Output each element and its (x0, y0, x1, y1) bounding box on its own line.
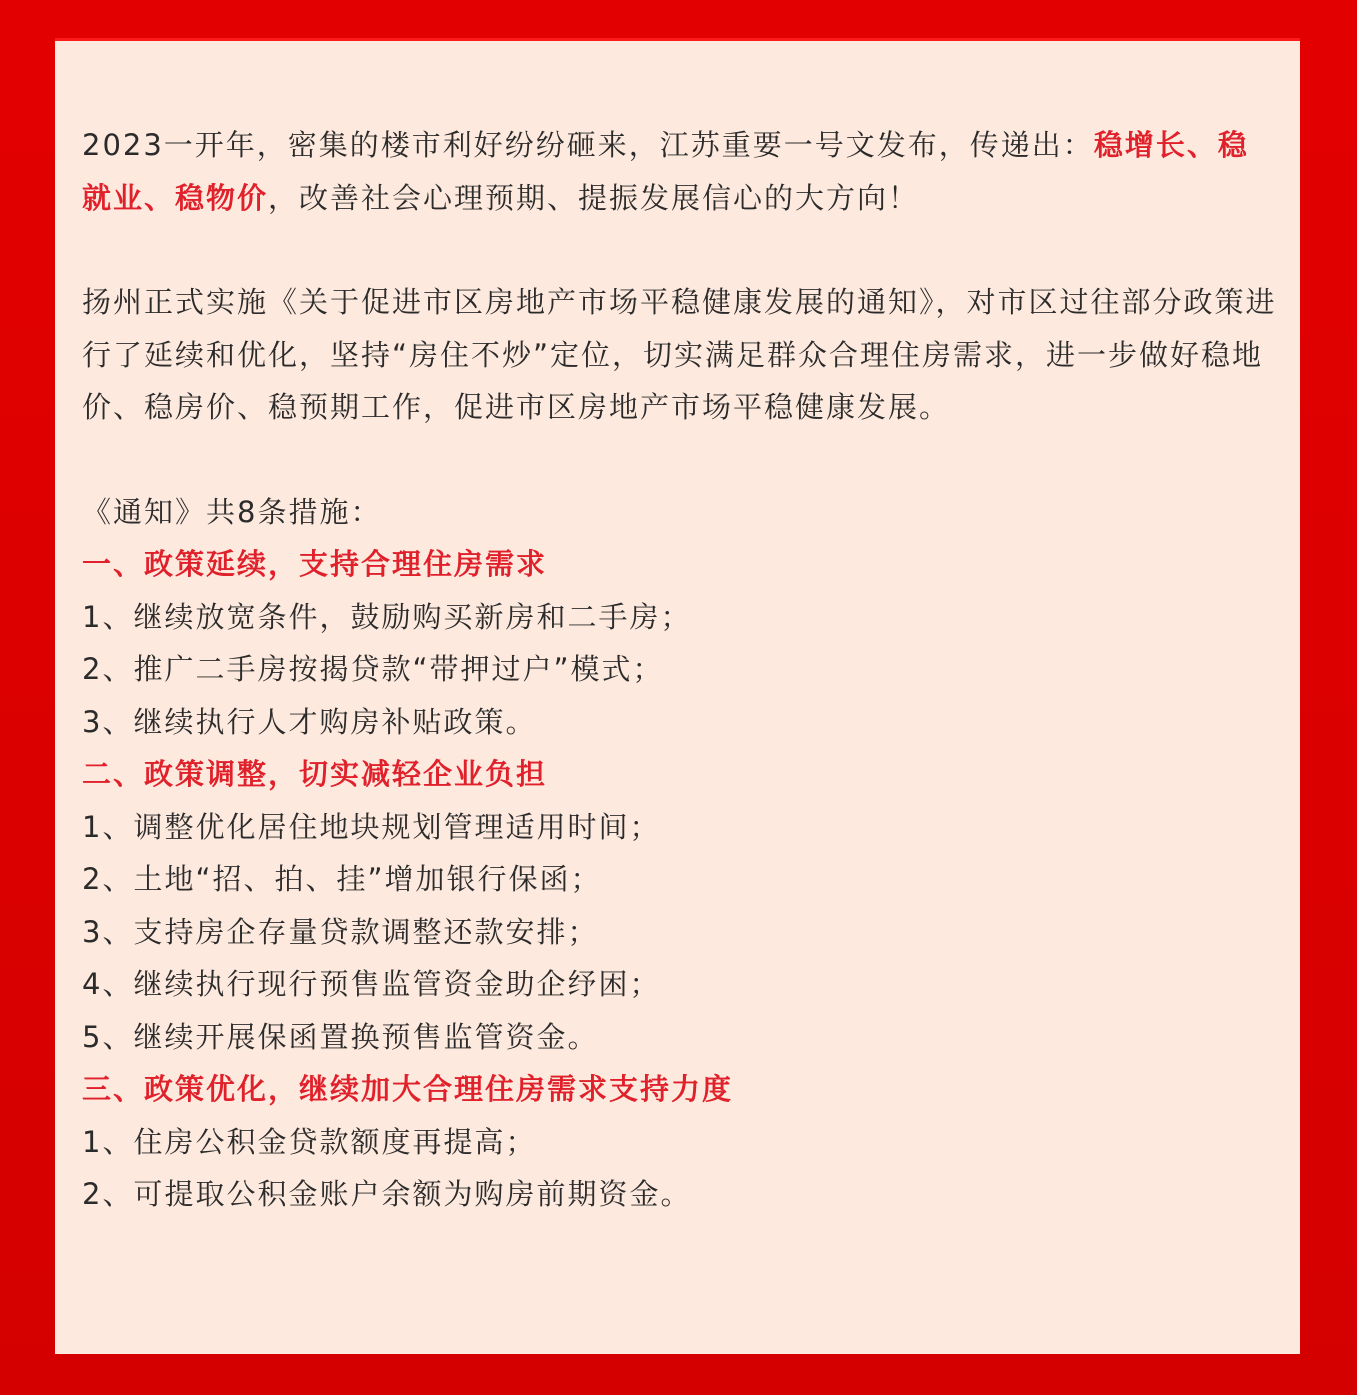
notice-intro: 《通知》共8条措施： (82, 494, 382, 529)
intro-paragraph (82, 119, 1277, 224)
list-item: 1、住房公积金贷款额度再提高； (82, 1124, 537, 1159)
content-panel (55, 38, 1300, 1354)
intro-highlight: 稳增长、稳就业、稳物价 (82, 128, 1249, 215)
list-item: 2、土地“招、拍、挂”增加银行保函； (82, 862, 602, 896)
list-item: 5、继续开展保函置换预售监管资金。 (82, 1019, 599, 1054)
section-heading-3: 三、政策优化，继续加大合理住房需求支持力度 (82, 1072, 734, 1106)
list-item: 4、继续执行现行预售监管资金助企纾困； (82, 967, 661, 1001)
spacer (82, 224, 1277, 276)
list-item: 2、推广二手房按揭贷款“带押过户”模式； (82, 652, 664, 686)
intro-text-before: 2023一开年，密集的楼市利好纷纷砸来，江苏重要一号文发布，传递出： (82, 128, 1094, 162)
intro-text-after: ，改善社会心理预期、提振发展信心的大方向！ (268, 180, 920, 215)
section-heading-2: 二、政策调整，切实减轻企业负担 (82, 757, 548, 791)
spacer (82, 434, 1277, 486)
list-item: 3、继续执行人才购房补贴政策。 (82, 704, 537, 739)
list-item: 1、调整优化居住地块规划管理适用时间； (82, 809, 661, 844)
policy-paragraph: 扬州正式实施《关于促进市区房地产市场平稳健康发展的通知》，对市区过往部分政策进行了延续和优化，坚持“房住不炒”定位，切实满足群众合理住房需求，进一步做好稳地价、稳房价、稳预期工作，促进市区房地产市场平稳健康发展。 (82, 285, 1277, 424)
list-item: 2、可提取公积金账户余额为购房前期资金。 (82, 1177, 692, 1211)
article-body (82, 119, 1277, 1221)
list-item: 1、继续放宽条件，鼓励购买新房和二手房； (82, 599, 692, 634)
list-item: 3、支持房企存量贷款调整还款安排； (82, 914, 599, 949)
section-heading-1: 一、政策延续，支持合理住房需求 (82, 547, 548, 581)
